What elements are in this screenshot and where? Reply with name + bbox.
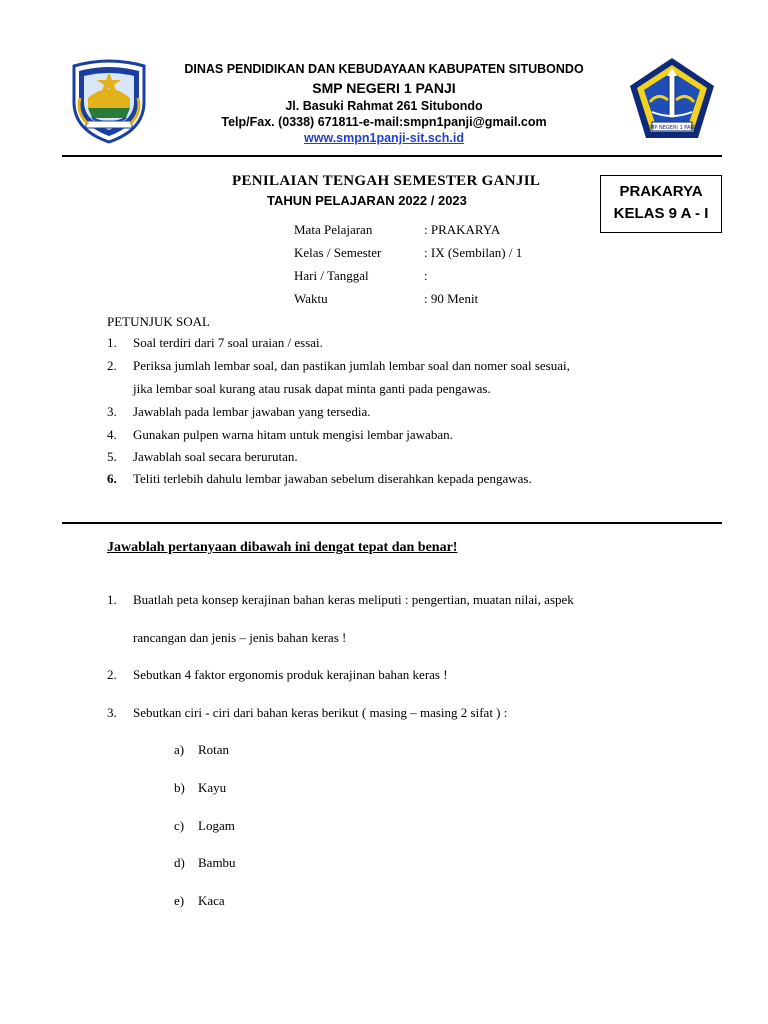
question-text: Buatlah peta konsep kerajinan bahan keras meliputi : pengertian, muatan nilai, aspek bbox=[133, 592, 574, 607]
letterhead-address: Jl. Basuki Rahmat 261 Situbondo bbox=[285, 99, 483, 113]
info-value: : IX (Sembilan) / 1 bbox=[424, 245, 523, 260]
letterhead-school-name: SMP NEGERI 1 PANJI bbox=[312, 80, 456, 96]
info-label: Mata Pelajaran bbox=[294, 222, 373, 237]
instruction-number: 5. bbox=[107, 449, 117, 464]
info-label: Waktu bbox=[294, 291, 328, 306]
info-value: : bbox=[424, 268, 428, 283]
sub-item-letter: c) bbox=[174, 818, 185, 833]
question-text: rancangan dan jenis – jenis bahan keras ! bbox=[133, 630, 347, 645]
subject-box-subject: PRAKARYA bbox=[619, 183, 703, 200]
instruction-text: Gunakan pulpen warna hitam untuk mengisi lembar jawaban. bbox=[133, 427, 453, 442]
section-divider bbox=[62, 522, 722, 524]
instruction-number: 1. bbox=[107, 335, 117, 350]
svg-text:SMP NEGERI 1 PANJI: SMP NEGERI 1 PANJI bbox=[646, 125, 698, 131]
instructions-heading: PETUNJUK SOAL bbox=[107, 314, 210, 329]
instruction-text: Soal terdiri dari 7 soal uraian / essai. bbox=[133, 335, 323, 350]
question-text: Sebutkan ciri - ciri dari bahan keras berikut ( masing – masing 2 sifat ) : bbox=[133, 705, 508, 720]
sub-item-letter: d) bbox=[174, 855, 185, 870]
letterhead-divider bbox=[62, 155, 722, 157]
instruction-text: Teliti terlebih dahulu lembar jawaban sebelum diserahkan kepada pengawas. bbox=[133, 471, 532, 486]
question-text: Sebutkan 4 faktor ergonomis produk kerajinan bahan keras ! bbox=[133, 667, 448, 682]
letterhead-agency: DINAS PENDIDIKAN DAN KEBUDAYAAN KABUPATEN SITUBONDO bbox=[184, 62, 584, 76]
instruction-number: 4. bbox=[107, 427, 117, 442]
question-number: 1. bbox=[107, 592, 117, 607]
info-value: : PRAKARYA bbox=[424, 222, 501, 237]
sub-item-text: Kaca bbox=[198, 893, 225, 908]
sub-item-letter: b) bbox=[174, 780, 185, 795]
letterhead-contact: Telp/Fax. (0338) 671811-e-mail:smpn1panji@gmail.com bbox=[221, 115, 547, 129]
sub-item-letter: a) bbox=[174, 742, 185, 757]
sub-item-letter: e) bbox=[174, 893, 185, 908]
instruction-number: 3. bbox=[107, 404, 117, 419]
section-heading: Jawablah pertanyaan dibawah ini dengat tepat dan benar! bbox=[107, 540, 458, 555]
instruction-number: 6. bbox=[107, 471, 117, 486]
instruction-text: jika lembar soal kurang atau rusak dapat minta ganti pada pengawas. bbox=[133, 381, 491, 396]
sub-item-text: Bambu bbox=[198, 855, 236, 870]
instruction-text: Jawablah pada lembar jawaban yang tersedia. bbox=[133, 404, 371, 419]
question-number: 2. bbox=[107, 667, 117, 682]
instruction-text: Jawablah soal secara berurutan. bbox=[133, 449, 298, 464]
subject-box bbox=[600, 175, 722, 233]
question-number: 3. bbox=[107, 705, 117, 720]
info-label: Hari / Tanggal bbox=[294, 268, 369, 283]
exam-year: TAHUN PELAJARAN 2022 / 2023 bbox=[267, 193, 467, 208]
sub-item-text: Kayu bbox=[198, 780, 227, 795]
subject-box-class: KELAS 9 A - I bbox=[613, 205, 709, 222]
info-label: Kelas / Semester bbox=[294, 245, 382, 260]
sub-item-text: Logam bbox=[198, 818, 235, 833]
info-value: : 90 Menit bbox=[424, 291, 479, 306]
exam-title: PENILAIAN TENGAH SEMESTER GANJIL bbox=[232, 173, 541, 189]
instruction-number: 2. bbox=[107, 358, 117, 373]
letterhead-website-link[interactable]: www.smpn1panji-sit.sch.id bbox=[304, 131, 464, 145]
sub-item-text: Rotan bbox=[198, 742, 230, 757]
instruction-text: Periksa jumlah lembar soal, dan pastikan jumlah lembar soal dan nomer soal sesuai, bbox=[133, 358, 570, 373]
